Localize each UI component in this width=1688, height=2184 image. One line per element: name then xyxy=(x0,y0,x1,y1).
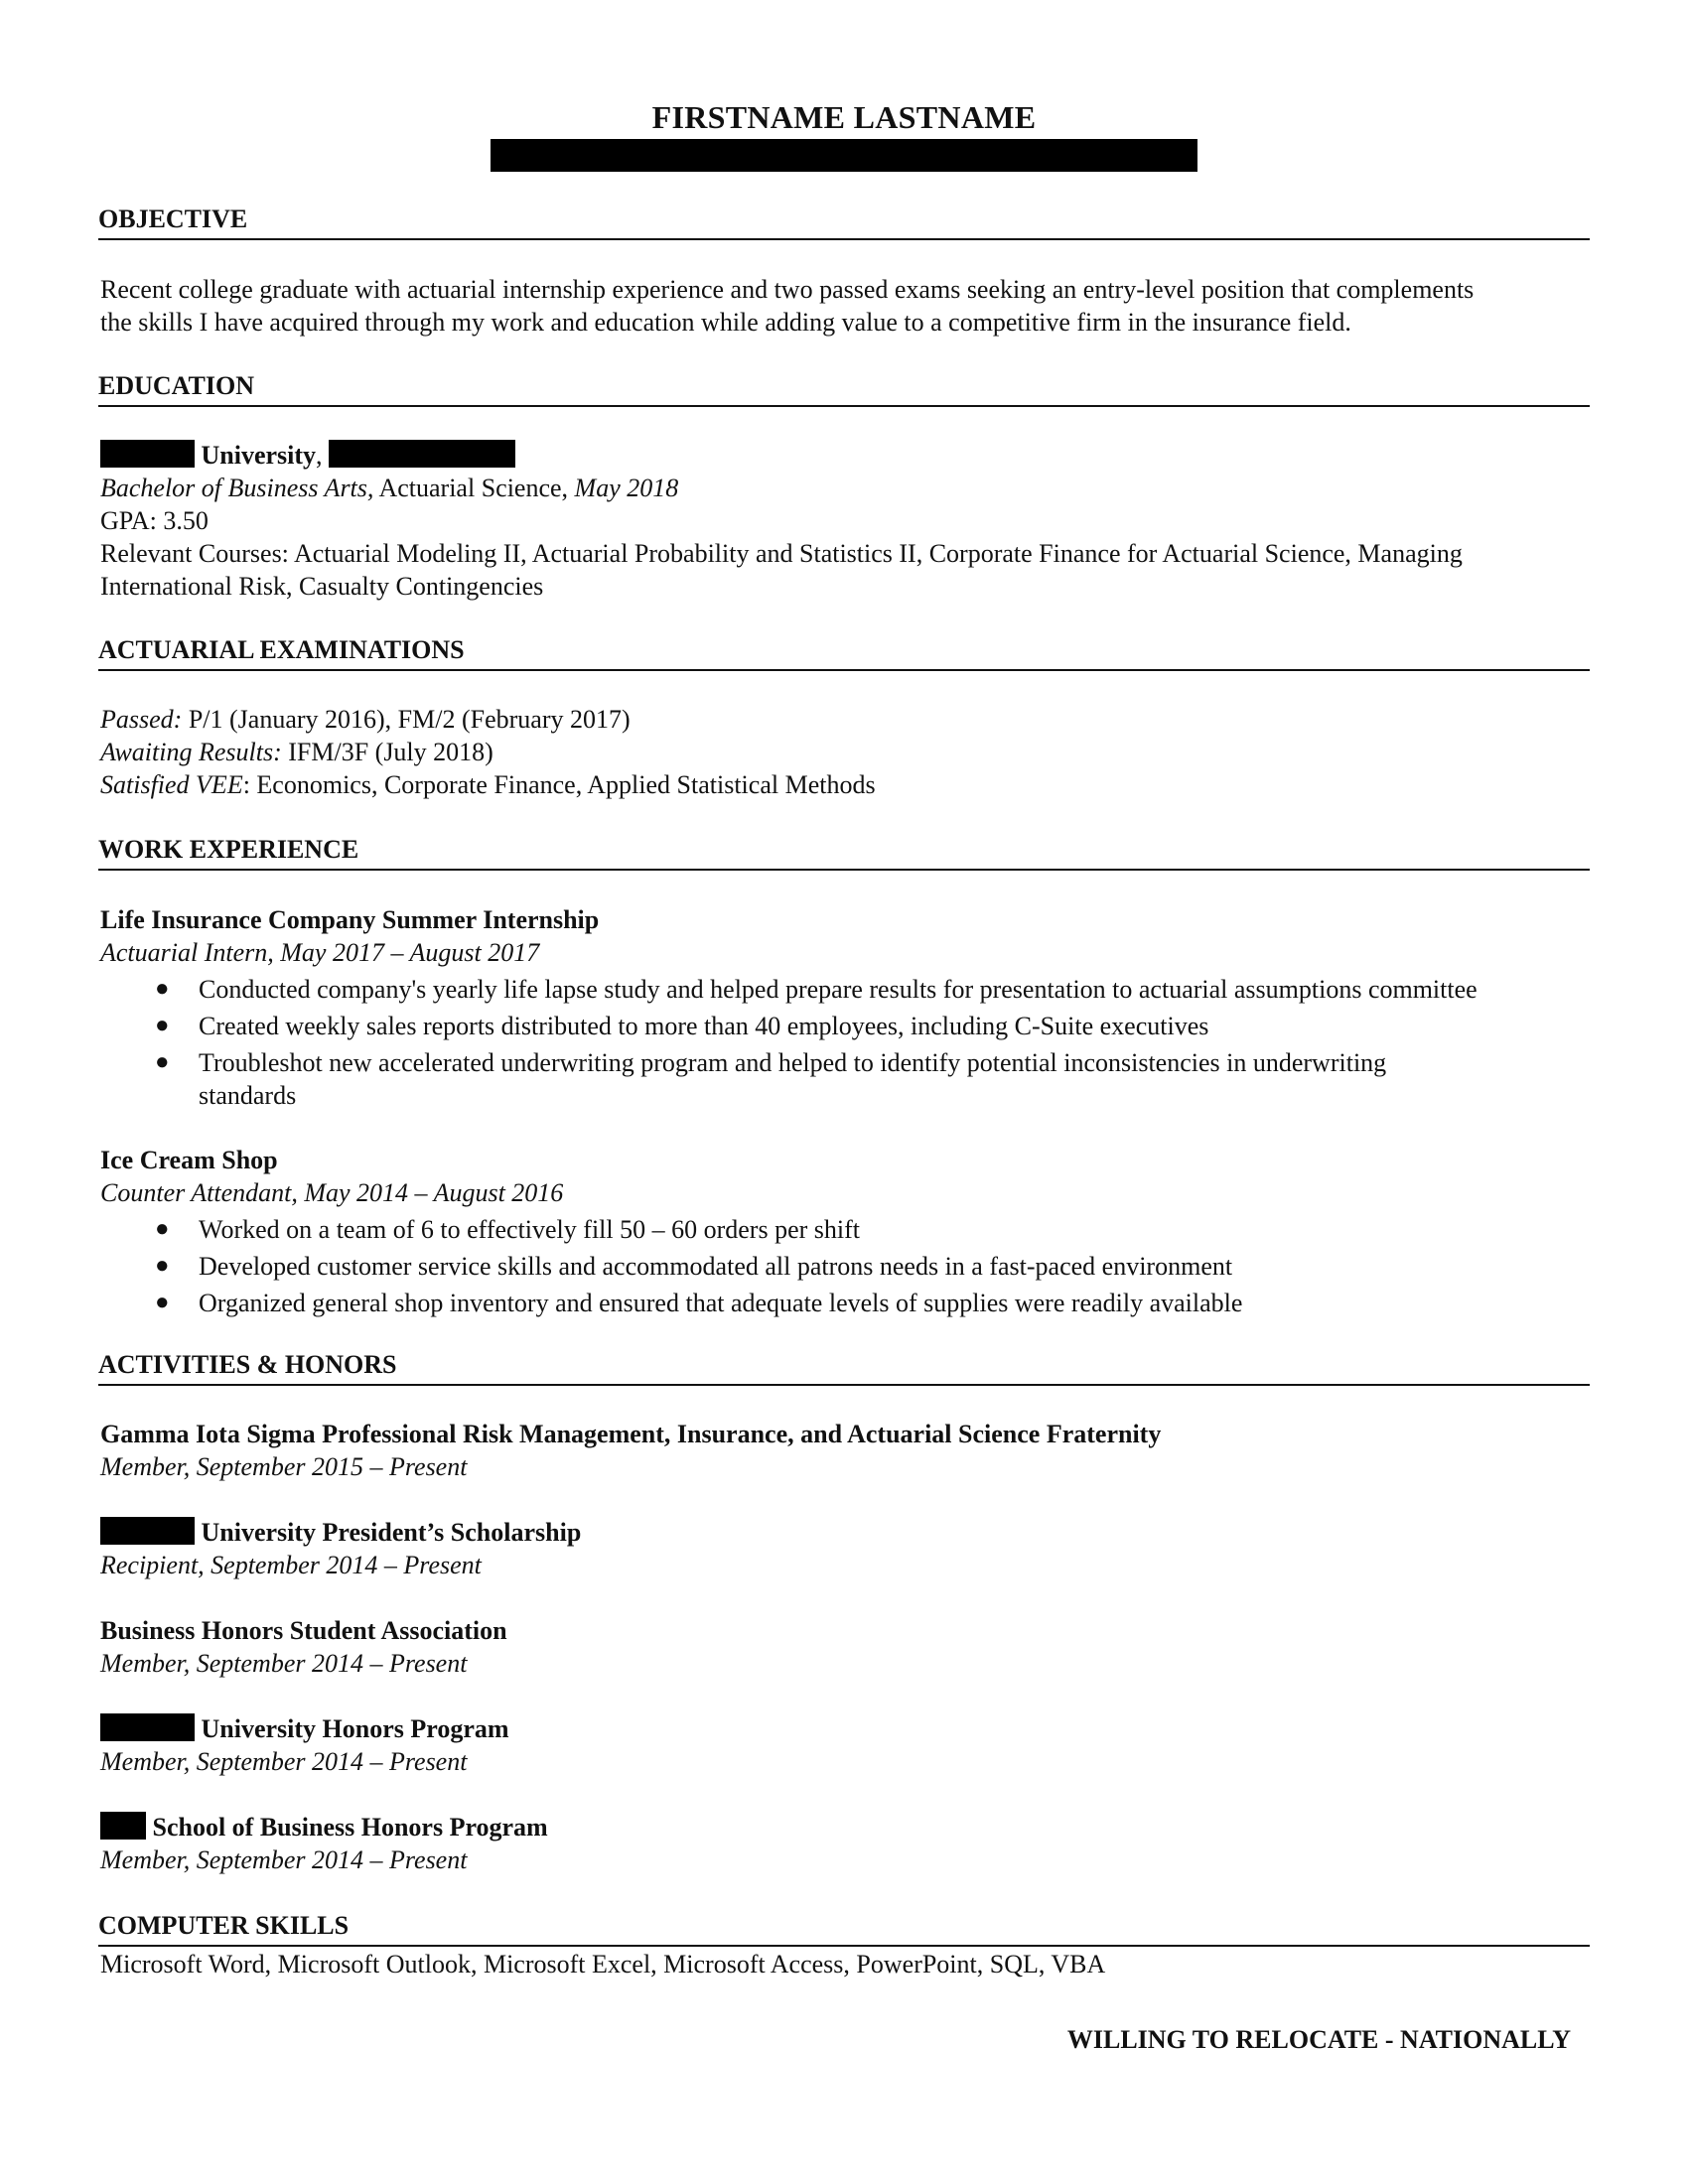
bullet-icon: ● xyxy=(155,976,170,1002)
job-role: Counter Attendant, May 2014 – August 2016 xyxy=(100,1178,564,1207)
gpa: GPA: 3.50 xyxy=(100,506,209,535)
work-heading: WORK EXPERIENCE xyxy=(98,835,1590,871)
relocation-note: WILLING TO RELOCATE - NATIONALLY xyxy=(1066,2025,1571,2054)
job-bullet-continuation: standards xyxy=(199,1081,297,1110)
activity-title: Gamma Iota Sigma Professional Risk Management, Insurance, and Actuarial Science Fraternity xyxy=(100,1420,1162,1448)
bullet-icon: ● xyxy=(155,1216,170,1242)
activities-heading: ACTIVITIES & HONORS xyxy=(98,1350,1590,1386)
degree-line xyxy=(100,472,678,504)
courses-line-2: International Risk, Casualty Contingencies xyxy=(100,572,544,601)
courses-line-1: Relevant Courses: Actuarial Modeling II, Actuarial Probability and Statistics II, Corporate Finance for Actuarial Science, Managing xyxy=(100,539,1463,568)
job-bullet: Created weekly sales reports distributed to more than 40 employees, including C-Suite executives xyxy=(199,1012,1209,1040)
redacted-contact-info xyxy=(491,139,1197,172)
activity-detail: Member, September 2015 – Present xyxy=(100,1452,468,1481)
passed-value: P/1 (January 2016), FM/2 (February 2017) xyxy=(182,705,631,734)
job-role: Actuarial Intern, May 2017 – August 2017 xyxy=(100,938,540,967)
redacted-university-name xyxy=(100,1713,195,1741)
activity-detail: Member, September 2014 – Present xyxy=(100,1649,468,1678)
activity-title-line xyxy=(100,1516,581,1549)
bullet-icon: ● xyxy=(155,1013,170,1038)
activity-title: School of Business Honors Program xyxy=(152,1813,548,1842)
exams-vee xyxy=(100,768,876,801)
job-title: Ice Cream Shop xyxy=(100,1146,278,1174)
activity-title: University President’s Scholarship xyxy=(201,1518,582,1547)
activity-title: Business Honors Student Association xyxy=(100,1616,507,1645)
activity-detail: Recipient, September 2014 – Present xyxy=(100,1551,482,1579)
awaiting-value: IFM/3F (July 2018) xyxy=(281,738,493,766)
objective-heading: OBJECTIVE xyxy=(98,205,1590,240)
redacted-university-name xyxy=(100,1517,195,1545)
activity-detail: Member, September 2014 – Present xyxy=(100,1747,468,1776)
education-heading: EDUCATION xyxy=(98,371,1590,407)
awaiting-label: Awaiting Results: xyxy=(100,738,282,766)
activity-title-line xyxy=(100,1712,509,1745)
university-label: University xyxy=(201,441,317,470)
bullet-icon: ● xyxy=(155,1253,170,1279)
job-bullet: Developed customer service skills and accommodated all patrons needs in a fast-paced environment xyxy=(199,1252,1233,1281)
major: Actuarial Science, xyxy=(373,474,575,502)
exams-awaiting xyxy=(100,736,493,768)
bullet-icon: ● xyxy=(155,1049,170,1075)
degree-name: Bachelor of Business Arts, xyxy=(100,474,374,502)
redacted-school-name xyxy=(100,1812,146,1840)
exams-heading: ACTUARIAL EXAMINATIONS xyxy=(98,635,1590,671)
job-bullet: Worked on a team of 6 to effectively fill 50 – 60 orders per shift xyxy=(199,1215,861,1244)
vee-label: Satisfied VEE xyxy=(100,770,243,799)
candidate-name: FIRSTNAME LASTNAME xyxy=(651,99,1037,135)
passed-label: Passed: xyxy=(100,705,183,734)
job-bullet: Troubleshot new accelerated underwriting program and helped to identify potential inconsistencies in underwriting xyxy=(199,1048,1387,1077)
redacted-location xyxy=(329,440,515,468)
activity-title-line xyxy=(100,1811,548,1843)
university-comma: , xyxy=(316,441,323,470)
exams-passed xyxy=(100,703,631,736)
redacted-university-name xyxy=(100,440,195,468)
skills-list: Microsoft Word, Microsoft Outlook, Microsoft Excel, Microsoft Access, PowerPoint, SQL, VBA xyxy=(100,1950,1106,1979)
job-title: Life Insurance Company Summer Internship xyxy=(100,905,600,934)
objective-line-2: the skills I have acquired through my work and education while adding value to a competitive firm in the insurance field. xyxy=(100,308,1351,337)
vee-value: : Economics, Corporate Finance, Applied Statistical Methods xyxy=(242,770,876,799)
job-bullet: Organized general shop inventory and ensured that adequate levels of supplies were readily available xyxy=(199,1289,1243,1317)
activity-title: University Honors Program xyxy=(201,1714,509,1743)
job-bullet: Conducted company's yearly life lapse study and helped prepare results for presentation to actuarial assumptions committee xyxy=(199,975,1477,1004)
objective-line-1: Recent college graduate with actuarial internship experience and two passed exams seeking an entry-level position that complements xyxy=(100,275,1475,304)
skills-heading: COMPUTER SKILLS xyxy=(98,1911,1590,1947)
graduation-date: May 2018 xyxy=(574,474,679,502)
bullet-icon: ● xyxy=(155,1290,170,1315)
university-line xyxy=(100,439,515,472)
activity-detail: Member, September 2014 – Present xyxy=(100,1845,468,1874)
